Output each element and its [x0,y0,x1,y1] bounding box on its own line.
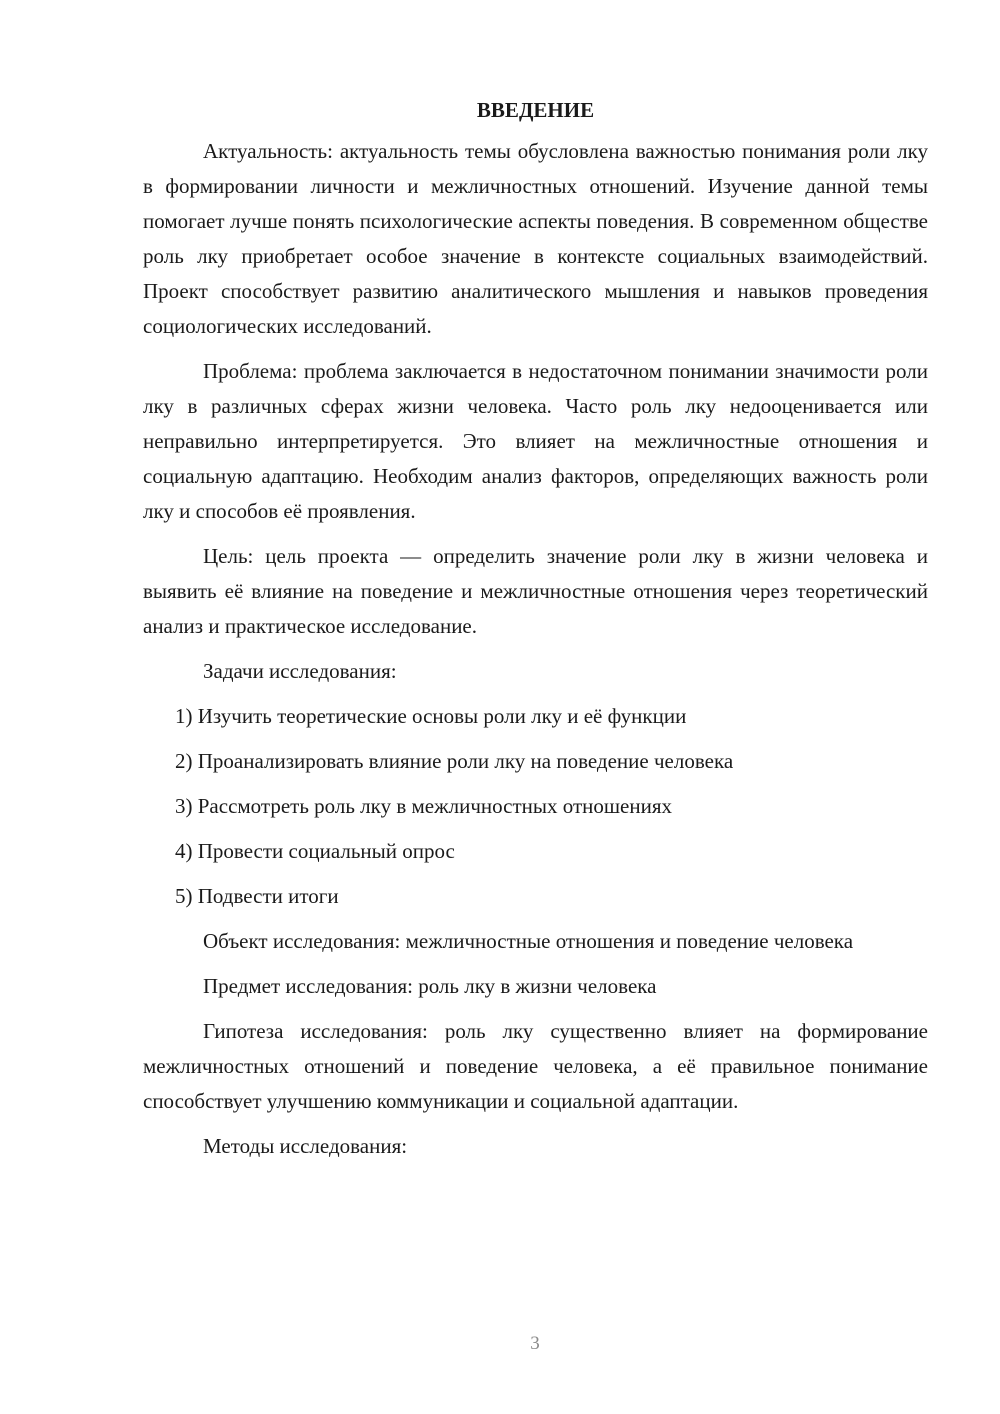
task-item: 5) Подвести итоги [175,884,339,908]
task-item: 4) Провести социальный опрос [175,839,455,863]
tasks-heading: Задачи исследования: [203,659,397,683]
task-item: 3) Рассмотреть роль лку в межличностных отношениях [175,794,673,818]
paragraph-problem: Проблема: проблема заключается в недостаточном понимании значимости роли лку в различных сферах жизни человека. Часто роль лку недооценивается или неправильно интерпретируется. Это влияет на межличностные отношения и социальную адаптацию. Необходим анализ факторов, определяющих важность роли лку и способов её проявления. [143,359,928,523]
paragraph-subject: Предмет исследования: роль лку в жизни человека [203,974,657,998]
paragraph-hypothesis: Гипотеза исследования: роль лку существенно влияет на формирование межличностных отношений и поведение человека, а её правильное понимание способствует улучшению коммуникации и социальной адаптации. [143,1019,928,1113]
methods-heading: Методы исследования: [203,1134,408,1158]
page-number: 3 [530,1333,540,1354]
task-item: 2) Проанализировать влияние роли лку на поведение человека [175,749,734,773]
page-content [143,96,928,1174]
paragraph-object: Объект исследования: межличностные отношения и поведение человека [203,929,854,953]
tasks-list [143,699,928,914]
task-item: 1) Изучить теоретические основы роли лку и её функции [175,704,687,728]
paragraph-goal: Цель: цель проекта — определить значение роли лку в жизни человека и выявить её влияние на поведение и межличностные отношения через теоретический анализ и практическое исследование. [143,544,928,638]
page-title: ВВЕДЕНИЕ [476,98,595,122]
paragraph-relevance: Актуальность: актуальность темы обусловлена важностью понимания роли лку в формировании личности и межличностных отношений. Изучение данной темы помогает лучше понять психологические аспекты поведения. В современном обществе роль лку приобретает особое значение в контексте социальных взаимодействий. Проект способствует развитию аналитического мышления и навыков проведения социологических исследований. [143,139,928,338]
